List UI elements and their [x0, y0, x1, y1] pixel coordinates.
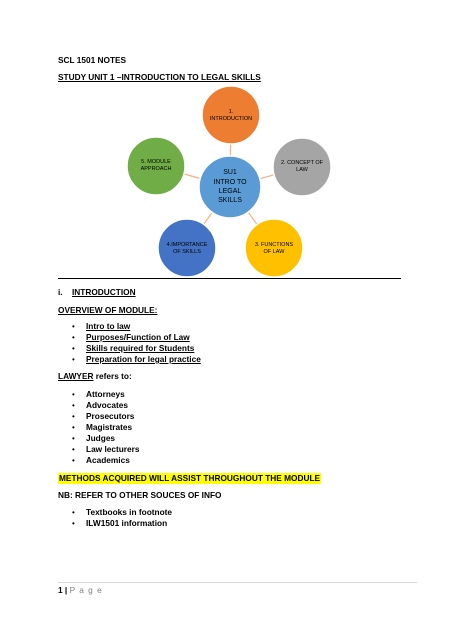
section-divider	[58, 278, 401, 279]
bullet-icon: •	[72, 508, 75, 517]
lawyer-heading	[58, 371, 132, 382]
node-introduction-line2: INTRODUCTION	[209, 116, 253, 122]
notes-title: SCL 1501 NOTES	[58, 55, 127, 65]
page-separator: |	[62, 585, 70, 595]
page-number: 1	[58, 585, 63, 595]
node-concept-line1: 2. CONCEPT OF	[280, 160, 324, 166]
overview-item: Intro to law	[86, 321, 131, 331]
lawyer-item: Academics	[86, 455, 130, 465]
overview-heading: OVERVIEW OF MODULE:	[58, 305, 158, 315]
bullet-icon: •	[72, 434, 75, 443]
section-heading: INTRODUCTION	[72, 287, 136, 297]
bullet-icon: •	[72, 412, 75, 421]
lawyer-item: Judges	[86, 433, 116, 443]
center-line1: SU1	[223, 169, 237, 176]
section-numeral: i.	[58, 287, 63, 297]
page-label: P a g e	[69, 585, 103, 595]
bullet-icon: •	[72, 322, 75, 331]
node-module-approach	[127, 137, 185, 195]
bullet-icon: •	[72, 355, 75, 364]
center-line2: INTRO TO	[213, 179, 247, 186]
bullet-icon: •	[72, 333, 75, 342]
nb-item: ILW1501 information	[86, 518, 168, 528]
lawyer-item: Magistrates	[86, 422, 133, 432]
node-functions-line1: 3. FUNCTIONS	[254, 242, 294, 248]
page-footer	[58, 585, 103, 596]
node-concept-line2: LAW	[296, 167, 308, 173]
node-importance-line1: 4.IMPORTANCE	[166, 242, 208, 248]
node-introduction-circle	[202, 86, 260, 144]
overview-item: Skills required for Students	[86, 343, 195, 353]
node-module-line1: 5. MODULE	[141, 159, 171, 165]
lawyer-word: LAWYER	[58, 371, 94, 381]
highlighted-methods-text: METHODS ACQUIRED WILL ASSIST THROUGHOUT THE MODULE	[59, 473, 321, 483]
node-importance-line2: OF SKILLS	[173, 249, 201, 255]
node-concept-of-law	[273, 138, 331, 196]
bullet-icon: •	[72, 401, 75, 410]
center-node	[199, 156, 261, 218]
bullet-icon: •	[72, 519, 75, 528]
node-functions-circle	[245, 219, 303, 277]
lawyer-item: Prosecutors	[86, 411, 135, 421]
overview-item: Preparation for legal practice	[86, 354, 201, 364]
overview-item: Purposes/Function of Law	[86, 332, 190, 342]
node-module-line2: APPROACH	[140, 166, 172, 172]
bullet-icon: •	[72, 456, 75, 465]
nb-item: Textbooks in footnote	[86, 507, 173, 517]
lawyer-item: Attorneys	[86, 389, 125, 399]
center-line3: LEGAL	[218, 188, 242, 195]
node-introduction-line1: 1.	[228, 109, 234, 115]
center-node-circle	[199, 156, 261, 218]
footer-divider	[58, 582, 417, 583]
center-line4: SKILLS	[218, 197, 242, 204]
node-functions-of-law	[245, 219, 303, 277]
lawyer-item: Law lecturers	[86, 444, 140, 454]
node-importance-of-skills	[158, 219, 216, 277]
lawyer-item: Advocates	[86, 400, 128, 410]
node-introduction	[202, 86, 260, 144]
nb-text: NB: REFER TO OTHER SOUCES OF INFO	[58, 490, 222, 500]
bullet-icon: •	[72, 390, 75, 399]
node-importance-circle	[158, 219, 216, 277]
bullet-icon: •	[72, 344, 75, 353]
node-functions-line2: OF LAW	[263, 249, 285, 255]
concept-diagram	[110, 85, 350, 277]
lawyer-suffix: refers to:	[93, 371, 132, 381]
bullet-icon: •	[72, 423, 75, 432]
bullet-icon: •	[72, 445, 75, 454]
study-unit-title: STUDY UNIT 1 –INTRODUCTION TO LEGAL SKILLS	[58, 72, 261, 82]
